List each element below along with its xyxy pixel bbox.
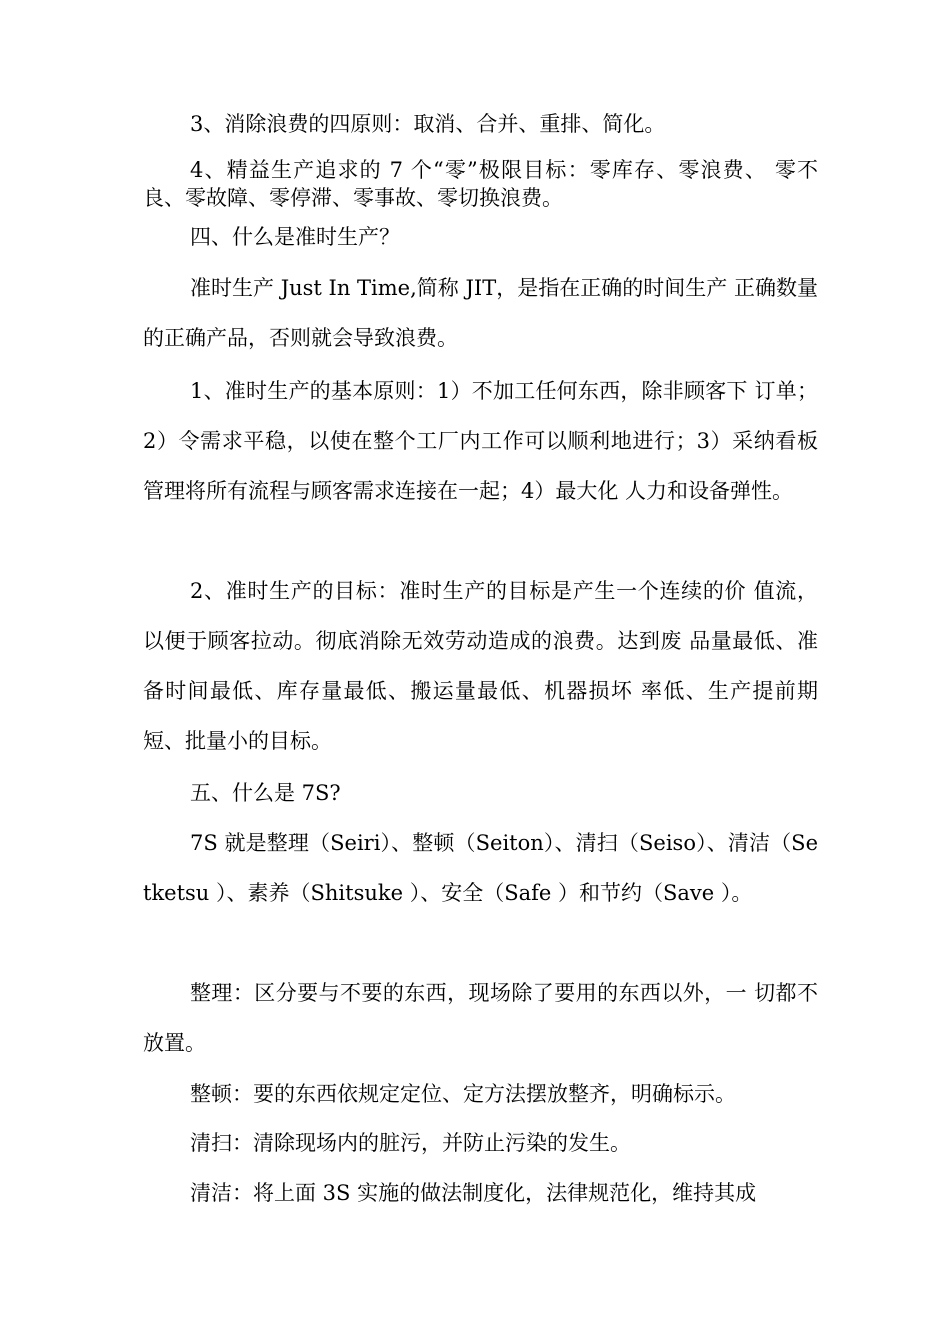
paragraph-jit-definition: 准时生产 Just In Time,简称 JIT，是指在正确的时间生产 正确数量的正确产品，否则就会导致浪费。 [143, 276, 818, 350]
section-heading-jit: 四、什么是准时生产？ [190, 225, 400, 249]
paragraph-7s-definition: 7S 就是整理（Seiri）、整顿（Seiton）、清扫（Seiso）、清洁（Setketsu ）、素养（Shitsuke ）、安全（Safe ）和节约（Save ）。 [143, 831, 818, 905]
paragraph-setketsu: 清洁：将上面 3S 实施的做法制度化，法律规范化，维持其成 [190, 1181, 757, 1205]
paragraph-waste-principles: 3、消除浪费的四原则：取消、合并、重排、简化。 [190, 112, 666, 136]
paragraph-jit-goals: 2、准时生产的目标：准时生产的目标是产生一个连续的价 值流，以便于顾客拉动。彻底消除无效劳动造成的浪费。达到废 品量最低、准备时间最低、库存量最低、搬运量最低、机器损坏 率低、生产提前期短、批量小的目标。 [143, 579, 818, 753]
paragraph-seiso: 清扫：清除现场内的脏污，并防止污染的发生。 [190, 1131, 631, 1155]
paragraph-seiri: 整理：区分要与不要的东西，现场除了要用的东西以外，一 切都不放置。 [143, 981, 818, 1055]
paragraph-seiton: 整顿：要的东西依规定定位、定方法摆放整齐，明确标示。 [190, 1082, 736, 1106]
paragraph-jit-principles: 1、准时生产的基本原则：1）不加工任何东西，除非顾客下 订单；2）令需求平稳，以使在整个工厂内工作可以顺利地进行；3）采纳看板管理将所有流程与顾客需求连接在一起；4）最大化 人力和设备弹性。 [143, 379, 818, 503]
paragraph-zero-goals: 4、精益生产追求的 7 个“零”极限目标：零库存、零浪费、 零不良、零故障、零停滞、零事故、零切换浪费。 [143, 158, 818, 210]
section-heading-7s: 五、什么是 7S? [190, 781, 341, 805]
